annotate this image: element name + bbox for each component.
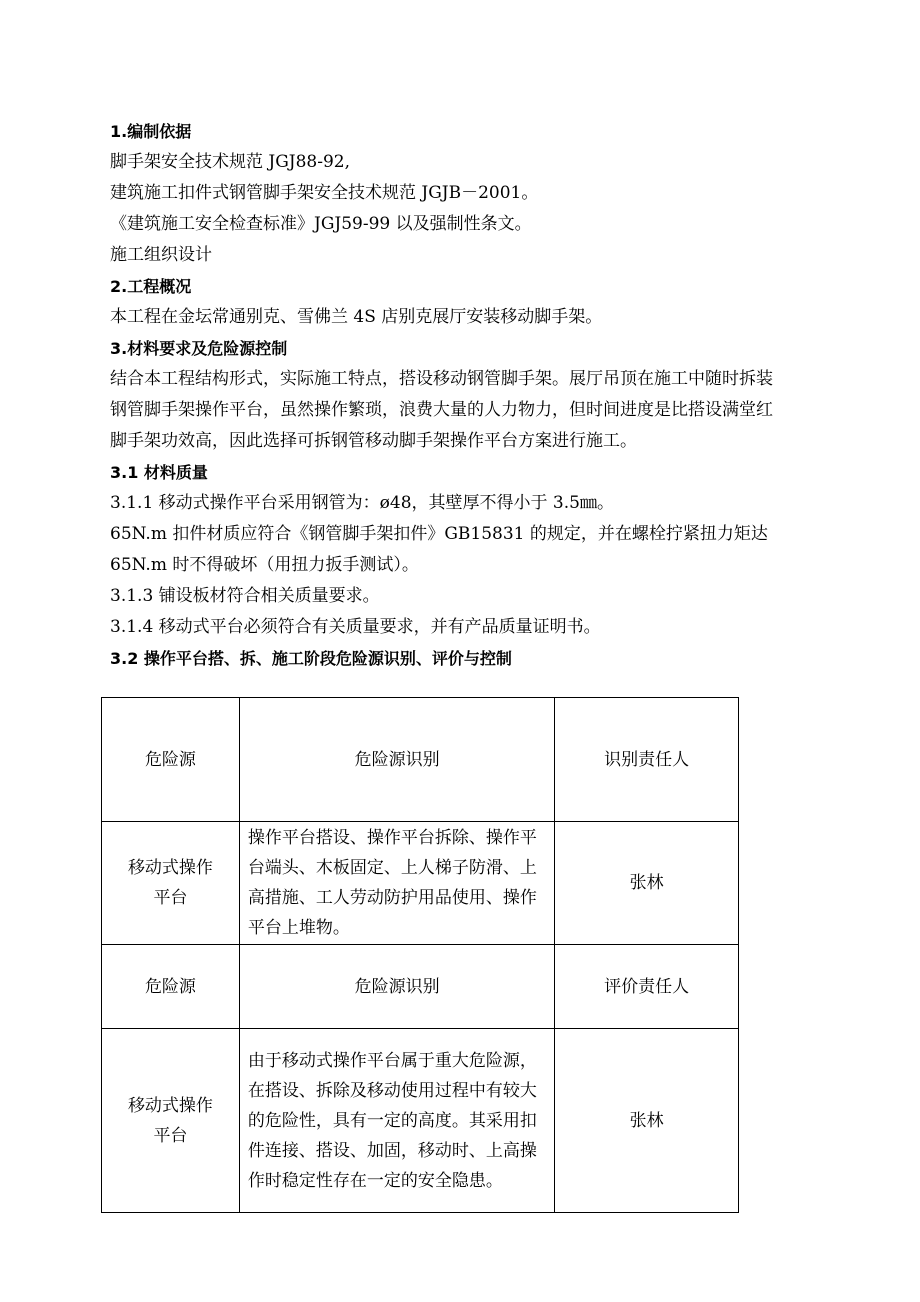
row1-identification-text: 操作平台搭设、操作平台拆除、操作平台端头、木板固定、上人梯子防滑、上高措施、工人劳动防护用品使用、操作平台上堆物。	[247, 828, 537, 938]
header2-hazard-text: 危险源	[144, 976, 196, 997]
row2-evaluator-cell	[555, 1029, 739, 1213]
header-responsible-text: 识别责任人	[604, 749, 690, 770]
row1-hazard-cell	[102, 822, 240, 945]
header-hazard-text: 危险源	[144, 749, 196, 770]
hazard-table-wrapper	[101, 697, 739, 1213]
row1-hazard-text: 移动式操作平台	[127, 858, 213, 908]
table-header-row	[102, 945, 739, 1029]
quality-line-4: 3.1.3 铺设板材符合相关质量要求。	[110, 586, 380, 606]
header2-evaluator-text: 评价责任人	[604, 976, 690, 997]
basis-line-4: 施工组织设计	[110, 245, 212, 265]
header-responsible-cell	[555, 698, 739, 822]
basis-line-2: 建筑施工扣件式钢管脚手架安全技术规范 JGJB－2001。	[110, 183, 539, 203]
basis-line-1: 脚手架安全技术规范 JGJ88-92,	[110, 152, 351, 172]
quality-line-1: 3.1.1 移动式操作平台采用钢管为：ø48，其壁厚不得小于 3.5㎜。	[110, 493, 614, 513]
row2-identification-cell	[239, 1029, 554, 1213]
quality-line-2: 65N.m 扣件材质应符合《钢管脚手架扣件》GB15831 的规定，并在螺栓拧紧扭力矩达	[110, 524, 768, 544]
quality-line-3: 65N.m 时不得破坏（用扭力扳手测试）。	[110, 555, 419, 575]
header2-identification-cell	[239, 945, 554, 1029]
document-body	[110, 116, 850, 674]
overview-line-1: 本工程在金坛常通别克、雪佛兰 4S 店别克展厅安装移动脚手架。	[110, 307, 603, 327]
table-row	[102, 822, 739, 945]
section-heading-quality: 3.1 材料质量	[110, 463, 208, 482]
header2-hazard-cell	[102, 945, 240, 1029]
section-heading-overview: 2.工程概况	[110, 277, 192, 296]
header-identification-text: 危险源识别	[354, 749, 440, 770]
row2-hazard-cell	[102, 1029, 240, 1213]
section-heading-basis: 1.编制依据	[110, 122, 192, 141]
header-identification-cell	[239, 698, 554, 822]
quality-line-5: 3.1.4 移动式平台必须符合有关质量要求，并有产品质量证明书。	[110, 617, 601, 637]
materials-line-3: 脚手架功效高，因此选择可拆钢管移动脚手架操作平台方案进行施工。	[110, 431, 637, 451]
materials-line-1: 结合本工程结构形式，实际施工特点，搭设移动钢管脚手架。展厅吊顶在施工中随时拆装	[110, 369, 773, 389]
row1-responsible-cell	[555, 822, 739, 945]
table-row	[102, 1029, 739, 1213]
header2-evaluator-cell	[555, 945, 739, 1029]
basis-line-3: 《建筑施工安全检查标准》JGJ59-99 以及强制性条文。	[110, 214, 532, 234]
materials-line-2: 钢管脚手架操作平台，虽然操作繁琐，浪费大量的人力物力，但时间进度是比搭设满堂红	[110, 400, 773, 420]
row2-identification-text: 由于移动式操作平台属于重大危险源，在搭设、拆除及移动使用过程中有较大的危险性，具有一定的高度。其采用扣件连接、搭设、加固，移动时、上高操作时稳定性存在一定的安全隐患。	[247, 1050, 537, 1191]
header-hazard-cell	[102, 698, 240, 822]
section-heading-materials: 3.材料要求及危险源控制	[110, 339, 288, 358]
section-heading-hazard: 3.2 操作平台搭、拆、施工阶段危险源识别、评价与控制	[110, 649, 512, 668]
row1-identification-cell	[239, 822, 554, 945]
hazard-table	[101, 697, 739, 1213]
row1-responsible-text: 张林	[629, 873, 664, 893]
row2-evaluator-text: 张林	[629, 1110, 664, 1131]
row2-hazard-text: 移动式操作平台	[127, 1095, 213, 1146]
header2-identification-text: 危险源识别	[354, 976, 440, 997]
table-header-row	[102, 698, 739, 822]
